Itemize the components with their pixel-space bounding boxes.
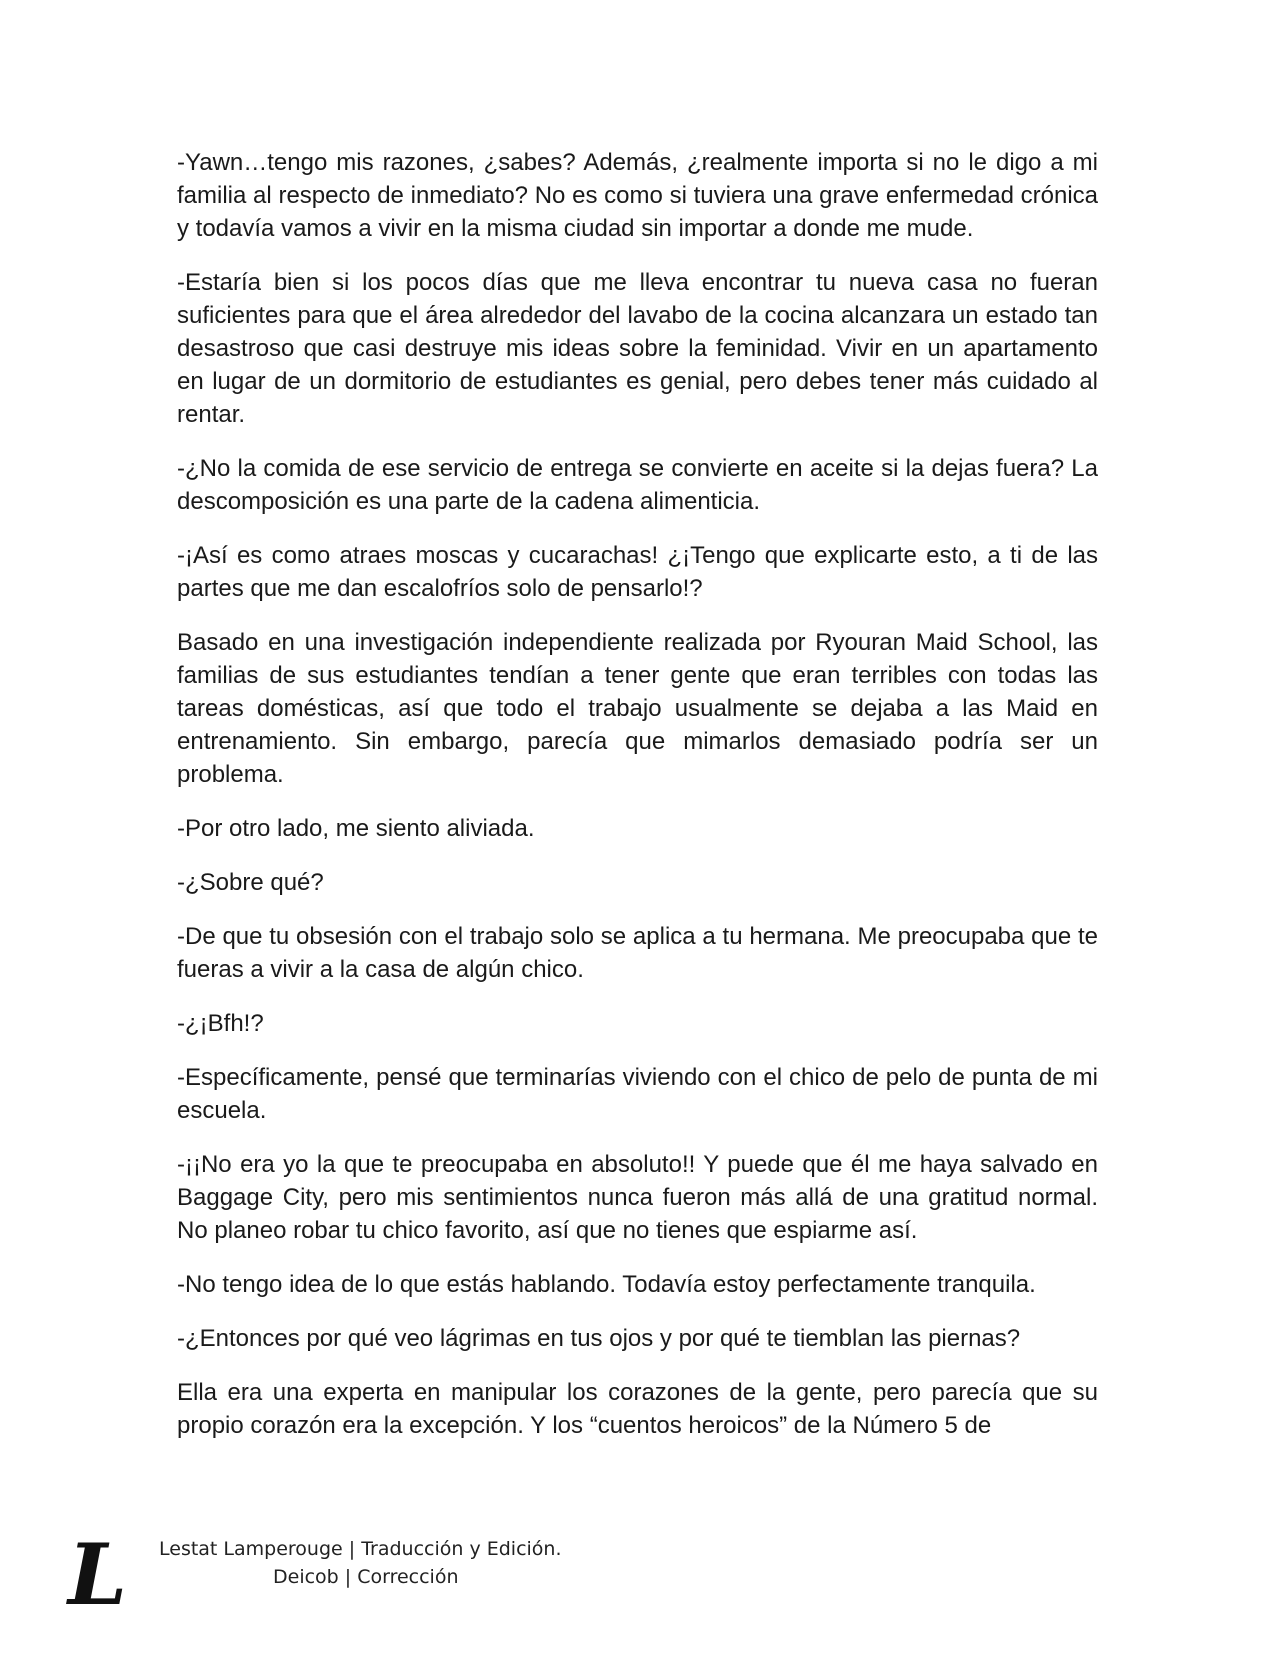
credit-correction: Deicob | Corrección [273,1566,459,1588]
paragraph-3: -¿No la comida de ese servicio de entrega se convierte en aceite si la dejas fuera? La descomposición es una parte de la cadena alimenticia. [177,455,1098,515]
paragraph-13: -¿Entonces por qué veo lágrimas en tus ojos y por qué te tiemblan las piernas? [177,1325,1021,1352]
paragraph-12: -No tengo idea de lo que estás hablando. Todavía estoy perfectamente tranquila. [177,1271,1036,1298]
paragraph-5: Basado en una investigación independiente realizada por Ryouran Maid School, las familias de sus estudiantes tendían a tener gente que eran terribles con todas las tareas domésticas, así que todo el trabajo usualmente se dejaba a las Maid en entrenamiento. Sin embargo, parecía que mimarlos demasiado podría ser un problema. [177,629,1098,788]
paragraph-9: -¿¡Bfh!? [177,1010,264,1037]
logo-letter: L [68,1536,128,1616]
credit-translation: Lestat Lamperouge | Traducción y Edición. [159,1538,562,1560]
gothic-l-logo-icon [64,1536,134,1616]
paragraph-14: Ella era una experta en manipular los corazones de la gente, pero parecía que su propio corazón era la excepción. Y los “cuentos heroicos” de la Número 5 de [177,1379,1098,1439]
paragraph-2: -Estaría bien si los pocos días que me lleva encontrar tu nueva casa no fueran suficientes para que el área alrededor del lavabo de la cocina alcanzara un estado tan desastroso que casi destruye mis ideas sobre la feminidad. Vivir en un apartamento en lugar de un dormitorio de estudiantes es genial, pero debes tener más cuidado al rentar. [177,269,1098,428]
page-footer [64,1536,664,1626]
paragraph-7: -¿Sobre qué? [177,869,324,896]
paragraph-1: -Yawn…tengo mis razones, ¿sabes? Además, ¿realmente importa si no le digo a mi familia al respecto de inmediato? No es como si tuviera una grave enfermedad crónica y todavía vamos a vivir en la misma ciudad sin importar a donde me mude. [177,149,1098,242]
paragraph-10: -Específicamente, pensé que terminarías viviendo con el chico de pelo de punta de mi escuela. [177,1064,1098,1124]
page-body [177,146,1098,1463]
paragraph-11: -¡¡No era yo la que te preocupaba en absoluto!! Y puede que él me haya salvado en Baggage City, pero mis sentimientos nunca fueron más allá de una gratitud normal. No planeo robar tu chico favorito, así que no tienes que espiarme así. [177,1151,1098,1244]
paragraph-4: -¡Así es como atraes moscas y cucarachas! ¿¡Tengo que explicarte esto, a ti de las partes que me dan escalofríos solo de pensarlo!? [177,542,1098,602]
paragraph-8: -De que tu obsesión con el trabajo solo se aplica a tu hermana. Me preocupaba que te fueras a vivir a la casa de algún chico. [177,923,1098,983]
paragraph-6: -Por otro lado, me siento aliviada. [177,815,535,842]
